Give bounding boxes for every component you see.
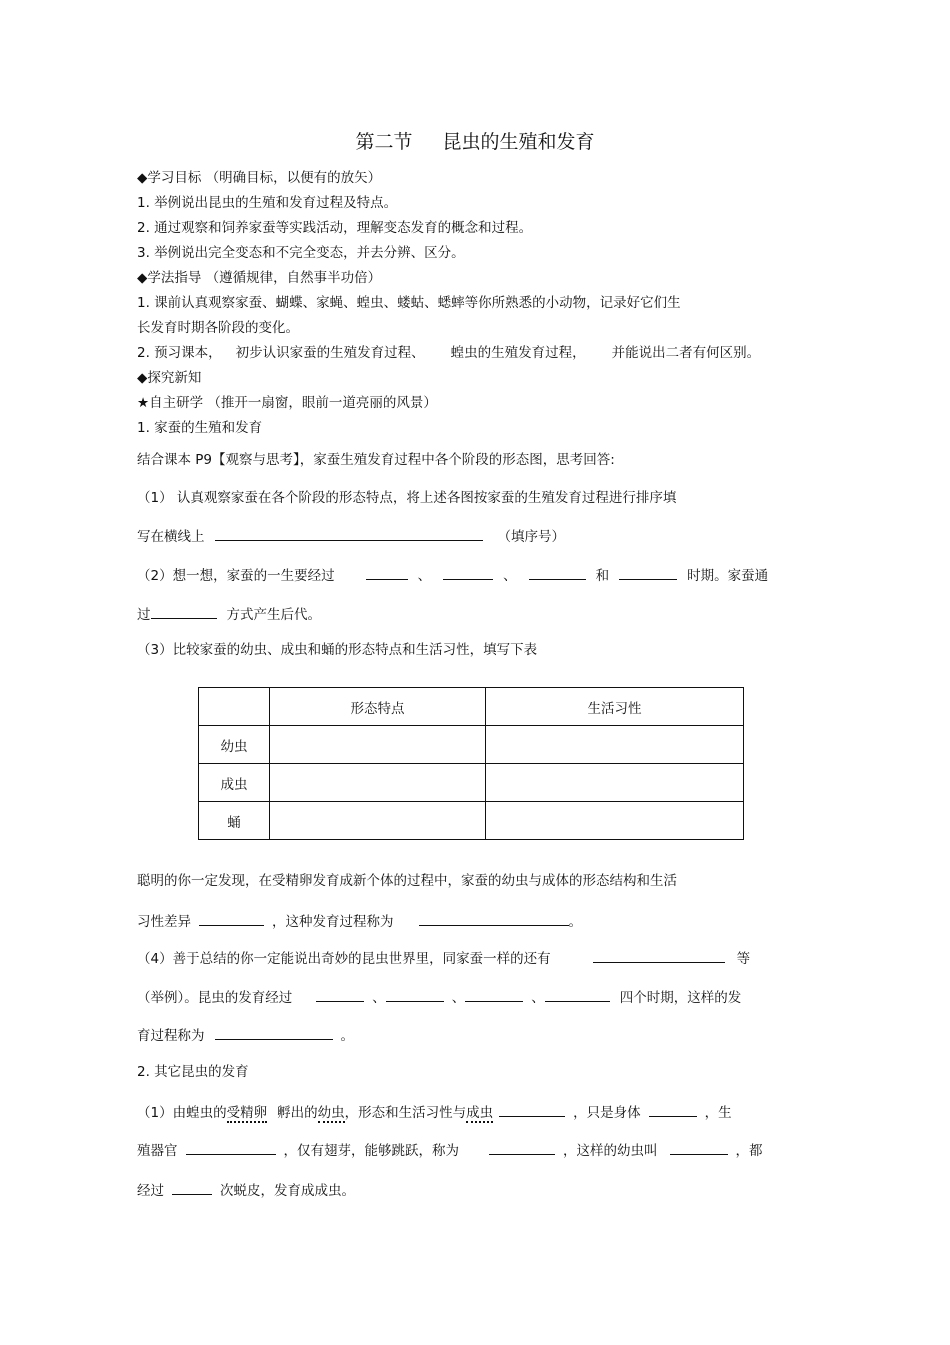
method-item-2: 2. 预习课本， 初步认识家蚕的生殖发育过程、 蝗虫的生殖发育过程， 并能说出二者有何区别。 (137, 345, 761, 361)
answer-blank[interactable] (619, 565, 677, 580)
answer-cell[interactable] (486, 764, 744, 802)
answer-blank[interactable] (386, 987, 444, 1002)
locust-question-1: （1）由蝗虫的受精卵 孵出的幼虫，形态和生活习性与成虫 ，只是身体 ，生 (137, 1102, 732, 1122)
method-item-1: 1. 课前认真观察家蚕、蝴蝶、家蝇、蝗虫、蝼蛄、蟋蟀等你所熟悉的小动物，记录好它们生 (137, 295, 681, 311)
sequence-answer-blank[interactable] (215, 526, 483, 541)
conclusion-text-cont: 习性差异 ，这种发育过程称为 。 (137, 911, 582, 931)
section-number: 第二节 (355, 131, 413, 153)
answer-cell[interactable] (486, 726, 744, 764)
explore-heading: ◆探究新知 (137, 370, 202, 386)
answer-blank[interactable] (649, 1102, 697, 1117)
self-study-heading: ★自主研学 （推开一扇窗，眼前一道亮丽的风景） (137, 395, 437, 411)
answer-blank[interactable] (443, 565, 493, 580)
method-heading: ◆学法指导 （遵循规律，自然事半功倍） (137, 270, 382, 286)
question-2: （2）想一想，家蚕的一生要经过 、 、 和 时期。家蚕通 (137, 565, 768, 585)
answer-blank[interactable] (670, 1140, 728, 1155)
question-4-cont: （举例）。昆虫的发育经过 、 、 、 四个时期，这样的发 (137, 987, 741, 1007)
table-row (199, 726, 744, 764)
answer-cell[interactable] (486, 802, 744, 840)
table-header-cell (199, 688, 270, 726)
row-label: 幼虫 (199, 726, 270, 764)
method-item-1-cont: 长发育时期各阶段的变化。 (137, 320, 299, 336)
goal-item: 1. 举例说出昆虫的生殖和发育过程及特点。 (137, 195, 398, 211)
row-label: 蛹 (199, 802, 270, 840)
goal-item: 3. 举例说出完全变态和不完全变态，并去分辨、区分。 (137, 245, 465, 261)
answer-blank[interactable] (529, 565, 586, 580)
question-1: （1） 认真观察家蚕在各个阶段的形态特点，将上述各图按家蚕的生殖发育过程进行排序填 (137, 490, 677, 506)
table-row (199, 764, 744, 802)
answer-blank[interactable] (499, 1102, 565, 1117)
emphasis-word: 受精卵 (226, 1105, 268, 1121)
question-2-cont: 过 方式产生后代。 (137, 604, 321, 624)
locust-question-1-cont: 经过 次蜕皮，发育成成虫。 (137, 1180, 355, 1200)
section-title: 昆虫的生殖和发育 (442, 131, 595, 153)
conclusion-text: 聪明的你一定发现，在受精卵发育成新个体的过程中，家蚕的幼虫与成体的形态结构和生活 (137, 873, 677, 889)
answer-blank[interactable] (215, 1025, 333, 1040)
answer-blank[interactable] (465, 987, 523, 1002)
table-header-cell: 生活习性 (486, 688, 744, 726)
question-1-cont: 写在横线上 （填序号） (137, 526, 565, 546)
table-header-row (199, 688, 744, 726)
goals-heading: ◆学习目标 （明确目标，以便有的放矢） (137, 170, 382, 186)
question-3: （3）比较家蚕的幼虫、成虫和蛹的形态特点和生活习性，填写下表 (137, 642, 538, 658)
comparison-table (198, 687, 744, 840)
row-label: 成虫 (199, 764, 270, 802)
intro-text: 结合课本 P9【观察与思考】，家蚕生殖发育过程中各个阶段的形态图，思考回答: (137, 452, 615, 468)
page-title (0, 130, 950, 154)
answer-blank[interactable] (316, 987, 364, 1002)
answer-cell[interactable] (270, 802, 486, 840)
answer-blank[interactable] (419, 911, 569, 926)
subsection-2-heading: 2. 其它昆虫的发育 (137, 1064, 249, 1080)
table-header-cell: 形态特点 (270, 688, 486, 726)
answer-cell[interactable] (270, 726, 486, 764)
emphasis-word: 幼虫 (317, 1105, 345, 1121)
locust-question-1-cont: 殖器官 ，仅有翅芽，能够跳跃，称为 ，这样的幼虫叫 ，都 (137, 1140, 763, 1160)
answer-blank[interactable] (593, 948, 725, 963)
answer-blank[interactable] (151, 604, 217, 619)
emphasis-word: 成虫 (466, 1105, 494, 1121)
goal-item: 2. 通过观察和饲养家蚕等实践活动，理解变态发育的概念和过程。 (137, 220, 533, 236)
answer-blank[interactable] (489, 1140, 555, 1155)
question-4-cont: 育过程称为 。 (137, 1025, 354, 1045)
answer-blank[interactable] (172, 1180, 212, 1195)
question-4: （4）善于总结的你一定能说出奇妙的昆虫世界里，同家蚕一样的还有 等 (137, 948, 750, 968)
subsection-1-heading: 1. 家蚕的生殖和发育 (137, 420, 263, 436)
answer-blank[interactable] (199, 911, 264, 926)
answer-blank[interactable] (366, 565, 408, 580)
answer-cell[interactable] (270, 764, 486, 802)
answer-blank[interactable] (545, 987, 610, 1002)
table-row (199, 802, 744, 840)
answer-blank[interactable] (186, 1140, 276, 1155)
